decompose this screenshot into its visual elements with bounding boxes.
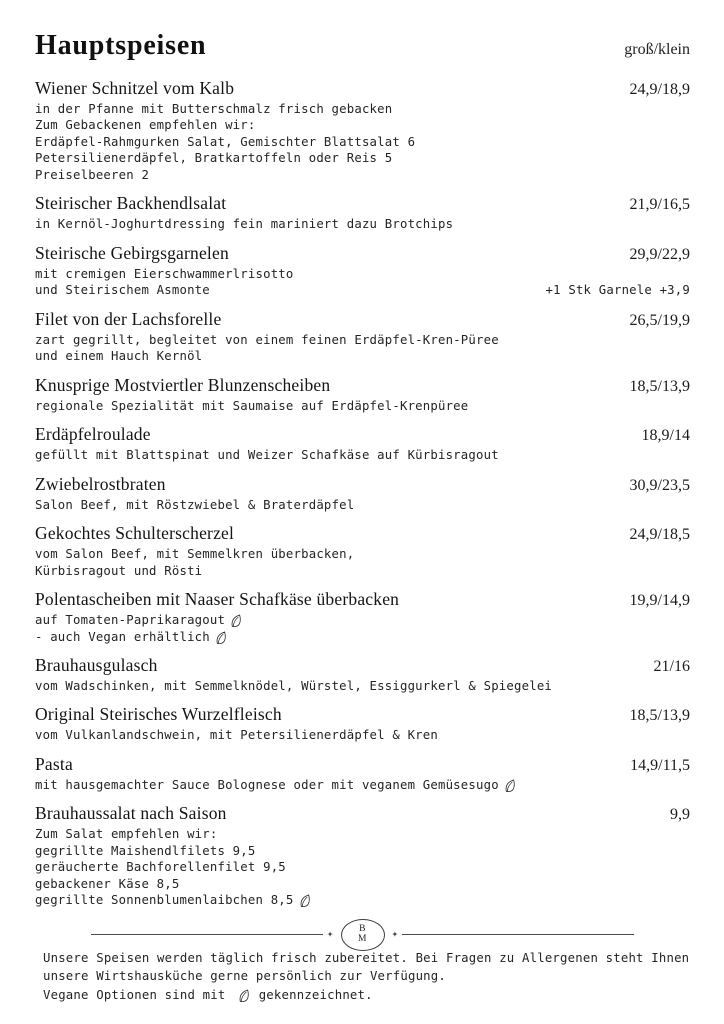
menu-item [35, 754, 690, 793]
vegan-leaf-icon [213, 630, 229, 646]
dish-description-line [35, 216, 690, 232]
menu-item-header [35, 193, 690, 214]
page-title: Hauptspeisen [35, 30, 207, 61]
dish-price: 18,5/13,9 [629, 377, 690, 395]
menu-item [35, 474, 690, 513]
dish-price: 18,5/13,9 [629, 707, 690, 725]
dish-price: 24,9/18,9 [629, 81, 690, 98]
dish-name: Steirischer Backhendlsalat [35, 193, 227, 214]
dish-name: Erdäpfelroulade [35, 424, 151, 445]
menu-item [35, 424, 690, 463]
dish-description-text: in Kernöl-Joghurtdressing fein mariniert dazu Brotchips [35, 217, 454, 232]
price-columns-label: groß/klein [624, 41, 690, 58]
dish-description-text: Petersilienerdäpfel, Bratkartoffeln oder Reis 5 [35, 151, 393, 166]
dish-description-line [35, 348, 690, 364]
dish-price: 29,9/22,9 [629, 245, 690, 263]
dish-name: Wiener Schnitzel vom Kalb [35, 78, 235, 98]
footer-note-line: Unsere Speisen werden täglich frisch zubereitet. Bei Fragen zu Allergenen steht Ihnen [43, 950, 690, 965]
dish-name: Zwiebelrostbraten [35, 473, 166, 494]
dish-description-line [35, 167, 690, 183]
footer-note-line [43, 986, 690, 1004]
menu-item-header [35, 523, 690, 544]
dish-description-line [35, 398, 690, 414]
dish-name: Filet von der Lachsforelle [35, 308, 222, 329]
vegan-leaf-icon [296, 893, 312, 909]
menu-item-header [35, 424, 690, 445]
price-note: +1 Stk Garnele +3,9 [545, 283, 690, 298]
dish-description-line [35, 447, 690, 463]
dish-description-text: gefüllt mit Blattspinat und Weizer Schafkäse auf Kürbisragout [35, 448, 499, 463]
dish-description-text: Preiselbeeren 2 [35, 167, 150, 182]
dish-price: 19,9/14,9 [629, 592, 690, 610]
brand-logo-letter-top: B [359, 923, 366, 934]
dish-description-text: und einem Hauch Kernöl [35, 349, 203, 364]
menu-item-header [35, 589, 690, 610]
menu-item-header [35, 803, 690, 824]
dish-price: 18,9/14 [641, 427, 690, 445]
dish-name: Polentascheiben mit Naaser Schafkäse überbacken [35, 589, 400, 610]
brand-logo [341, 919, 385, 951]
menu-item [35, 523, 690, 579]
dish-description-text: vom Vulkanlandschwein, mit Petersilienerdäpfel & Kren [35, 728, 438, 743]
dish-description-line [35, 892, 690, 908]
dish-price: 9,9 [670, 806, 690, 824]
dish-price: 30,9/23,5 [629, 476, 690, 494]
menu-item [35, 78, 690, 183]
dish-description-line [35, 134, 690, 150]
dish-description-line [35, 678, 690, 694]
dish-name: Brauhaussalat nach Saison [35, 803, 227, 824]
divider-line-left [91, 934, 323, 935]
dish-price: 26,5/19,9 [629, 311, 690, 329]
dish-description-text: Kürbisragout und Rösti [35, 563, 203, 578]
vegan-leaf-icon [236, 988, 252, 1004]
dish-description-line [35, 777, 690, 793]
dish-price: 21/16 [653, 657, 690, 675]
dish-price: 24,9/18,5 [629, 526, 690, 544]
dish-description-line [35, 876, 690, 892]
menu-item [35, 375, 690, 414]
vegan-leaf-icon [228, 613, 244, 629]
dish-description-text: auf Tomaten-Paprikaragout [35, 613, 226, 628]
dish-description-line [35, 859, 690, 875]
dish-description-text: gegrillte Sonnenblumenlaibchen 8,5 [35, 893, 294, 908]
divider-line-right [402, 934, 634, 935]
dish-description-line [35, 563, 690, 579]
dish-description-text: Erdäpfel-Rahmgurken Salat, Gemischter Blattsalat 6 [35, 134, 416, 149]
vegan-leaf-icon [502, 778, 518, 794]
dish-description-text: in der Pfanne mit Butterschmalz frisch gebacken [35, 102, 393, 116]
dish-name: Steirische Gebirgsgarnelen [35, 242, 229, 263]
footer-note-line: unsere Wirtshausküche gerne persönlich zur Verfügung. [43, 969, 446, 984]
dish-description-line [35, 546, 690, 562]
dish-name: Brauhausgulasch [35, 654, 158, 675]
menu-item [35, 803, 690, 908]
dish-description-text: regionale Spezialität mit Saumaise auf Erdäpfel-Krenpüree [35, 398, 469, 413]
dish-description-text: gebackener Käse 8,5 [35, 876, 180, 891]
menu-item [35, 589, 690, 645]
dish-description-text: - auch Vegan erhältlich [35, 629, 210, 644]
logo-divider [91, 919, 634, 951]
dish-description-text: mit hausgemachter Sauce Bolognese oder mit veganem Gemüsesugo [35, 777, 499, 792]
dish-description-line [35, 150, 690, 166]
menu-item-header [35, 754, 690, 775]
dish-description-text: mit cremigen Eierschwammerlrisotto [35, 266, 294, 281]
menu-item [35, 704, 690, 743]
page-header [35, 30, 690, 62]
divider-ornament-left: ✦ [326, 929, 334, 939]
dish-description-line [35, 843, 690, 859]
menu-item-header [35, 309, 690, 330]
dish-description-line [35, 826, 690, 842]
dish-description-text: Zum Salat empfehlen wir: [35, 827, 218, 842]
dish-description-text: vom Salon Beef, mit Semmelkren überbacken, [35, 547, 355, 562]
dish-name: Knusprige Mostviertler Blunzenscheiben [35, 374, 331, 395]
footer-note-text: Vegane Optionen sind mit [43, 987, 234, 1002]
dish-description-text: Zum Gebackenen empfehlen wir: [35, 118, 256, 133]
dish-description-line [35, 117, 690, 133]
dish-description-text: vom Wadschinken, mit Semmelknödel, Würstel, Essiggurkerl & Spiegelei [35, 678, 553, 693]
footer-notes [43, 949, 690, 1004]
menu-item-header [35, 243, 690, 264]
menu-item-header [35, 474, 690, 495]
dish-description-text: und Steirischem Asmonte [35, 283, 210, 298]
menu-item [35, 655, 690, 694]
menu-item-header [35, 655, 690, 676]
menu-item [35, 309, 690, 365]
menu-item-header [35, 375, 690, 396]
dish-name: Pasta [35, 753, 73, 774]
dish-price: 14,9/11,5 [630, 756, 690, 774]
dish-description-line [35, 629, 690, 645]
menu-item [35, 243, 690, 299]
dish-description-text: geräucherte Bachforellenfilet 9,5 [35, 860, 286, 875]
dish-name: Gekochtes Schulterscherzel [35, 523, 235, 544]
brand-logo-letter-bottom: M [358, 933, 367, 944]
menu-item-header [35, 704, 690, 725]
dish-description-text: zart gegrillt, begleitet von einem feinen Erdäpfel-Kren-Püree [35, 332, 499, 347]
divider-ornament-right: ✦ [391, 929, 399, 939]
dish-description-line [35, 727, 690, 743]
dish-description-line [35, 266, 690, 282]
dish-description-text: Salon Beef, mit Röstzwiebel & Braterdäpfel [35, 497, 355, 512]
dish-description-line [35, 282, 690, 298]
dish-description-line [35, 612, 690, 628]
dish-description-line [35, 332, 690, 348]
menu-item-header [35, 78, 690, 99]
footer-note-text: gekennzeichnet. [251, 987, 373, 1002]
dish-price: 21,9/16,5 [629, 196, 690, 214]
menu-item [35, 193, 690, 232]
menu-list [35, 78, 690, 909]
dish-name: Original Steirisches Wurzelfleisch [35, 704, 282, 725]
dish-description-text: gegrillte Maishendlfilets 9,5 [35, 843, 256, 858]
dish-description-line [35, 101, 690, 117]
dish-description-line [35, 497, 690, 513]
